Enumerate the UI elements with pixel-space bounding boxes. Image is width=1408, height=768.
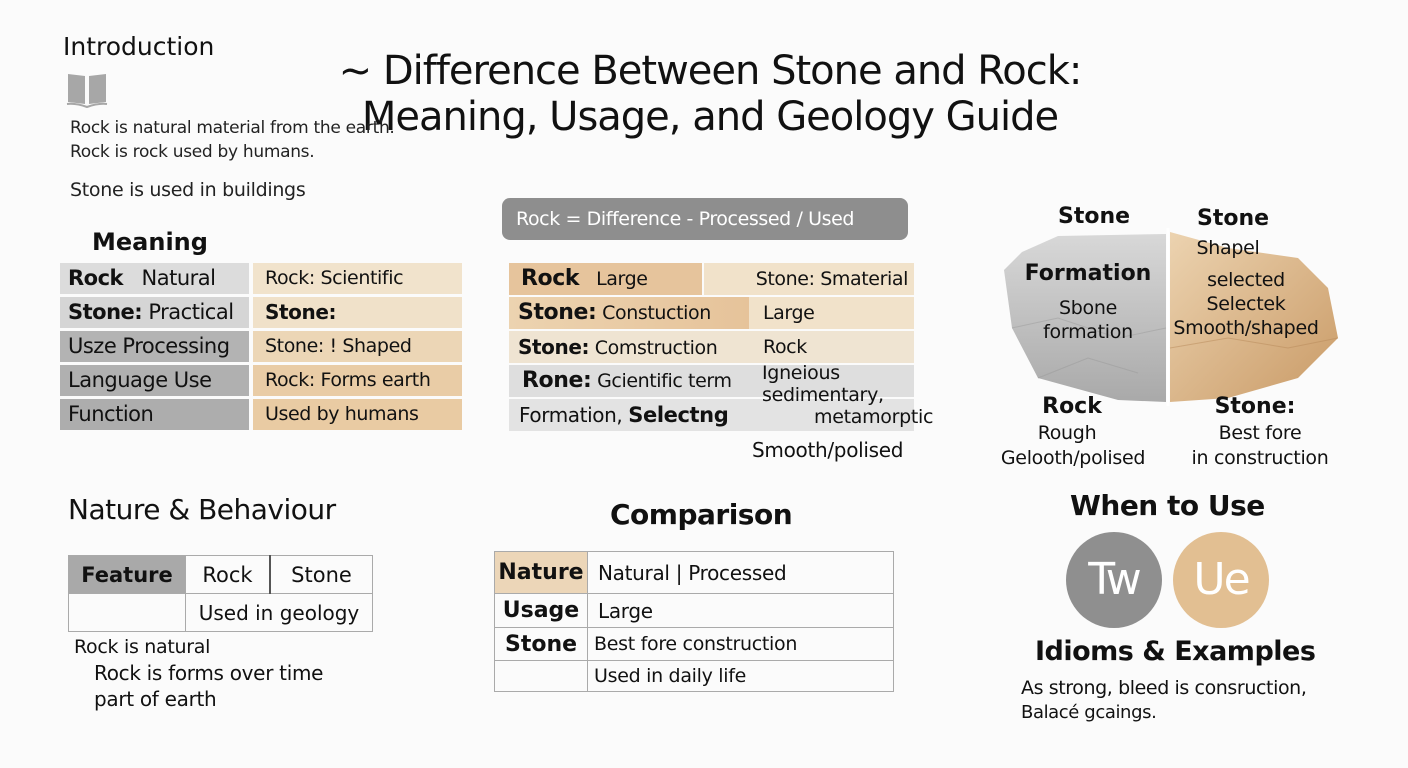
meaning-cell-right: Used by humans bbox=[253, 399, 462, 430]
meaning-cell-right: Stone: bbox=[253, 297, 462, 328]
rock-type-metamorphic: metamorptic bbox=[814, 406, 934, 428]
meaning-cell-left: Function bbox=[60, 399, 249, 430]
comparison-value: Best fore construction bbox=[588, 628, 894, 661]
meaning-cell-right: Stone: ! Shaped bbox=[253, 331, 462, 362]
tw-circle-icon: Tw bbox=[1066, 532, 1162, 628]
table-row bbox=[69, 594, 373, 632]
illus-right-line: Smooth/shaped bbox=[1173, 317, 1319, 339]
title-line-2: Meaning, Usage, and Geology Guide bbox=[361, 94, 1059, 140]
meaning-row bbox=[60, 365, 462, 396]
idioms-line-2: Balacé gcaings. bbox=[1021, 702, 1157, 723]
illus-left-line: Sbone bbox=[1059, 297, 1117, 319]
meaning-row bbox=[60, 331, 462, 362]
nature-note-2: Rock is forms over time bbox=[94, 661, 324, 685]
center-cell-right: Stone: Smaterial bbox=[704, 263, 914, 295]
intro-line-2: Rock is rock used by humans. bbox=[70, 142, 315, 162]
title-line-1: ~ Difference Between Stone and Rock: bbox=[338, 48, 1082, 94]
illus-left-title: Formation bbox=[1024, 261, 1152, 286]
meaning-row bbox=[60, 263, 462, 294]
nature-behaviour-heading: Nature & Behaviour bbox=[68, 493, 336, 526]
comparison-table bbox=[494, 551, 894, 692]
stone-header-cell: Stone bbox=[270, 556, 373, 594]
center-row bbox=[509, 331, 914, 363]
center-cell-left: Stone: Comstruction bbox=[509, 331, 749, 363]
page-title bbox=[300, 48, 1120, 140]
ue-circle-icon: Ue bbox=[1173, 532, 1269, 628]
table-row bbox=[495, 552, 894, 594]
meaning-cell-left: Stone: Practical bbox=[60, 297, 249, 328]
feature-table bbox=[68, 555, 373, 632]
illus-right-line: Selectek bbox=[1206, 293, 1286, 315]
illus-bottom-right-line: Best fore bbox=[1218, 422, 1302, 444]
center-row bbox=[509, 263, 914, 295]
meaning-row bbox=[60, 399, 462, 430]
empty-cell bbox=[69, 594, 186, 632]
meaning-row bbox=[60, 297, 462, 328]
meaning-cell-left: Rock Natural bbox=[60, 263, 249, 294]
illus-right-line: selected bbox=[1207, 269, 1285, 291]
comparison-key: Nature bbox=[495, 552, 588, 594]
illus-left-line: formation bbox=[1043, 321, 1133, 343]
nature-note-3: part of earth bbox=[94, 687, 217, 711]
idioms-heading: Idioms & Examples bbox=[1035, 636, 1316, 667]
rock-header-cell: Rock bbox=[186, 556, 271, 594]
comparison-key bbox=[495, 661, 588, 692]
illus-bottom-right-line: in construction bbox=[1191, 447, 1329, 469]
rock-type-sedimentary: sedimentary, bbox=[762, 384, 884, 406]
center-cell-left: Formation, Selectng bbox=[509, 399, 914, 431]
center-cell-left: Stone: Constuction bbox=[509, 297, 749, 329]
illus-bottom-right-title: Stone: bbox=[1214, 394, 1296, 419]
meaning-cell-right: Rock: Scientific bbox=[253, 263, 462, 294]
meaning-cell-left: Language Use bbox=[60, 365, 249, 396]
comparison-key: Usage bbox=[495, 594, 588, 628]
meaning-table bbox=[60, 263, 462, 433]
comparison-value: Large bbox=[588, 594, 894, 628]
idioms-line-1: As strong, bleed is consruction, bbox=[1021, 677, 1307, 699]
feature-header-cell: Feature bbox=[69, 556, 186, 594]
geology-cell: Used in geology bbox=[186, 594, 373, 632]
illus-bottom-left-title: Rock bbox=[1042, 394, 1102, 419]
meaning-heading: Meaning bbox=[92, 228, 208, 256]
comparison-heading: Comparison bbox=[610, 498, 793, 531]
table-row bbox=[495, 594, 894, 628]
when-to-use-heading: When to Use bbox=[1070, 489, 1265, 522]
comparison-key: Stone bbox=[495, 628, 588, 661]
illus-right-top-label: Stone bbox=[1196, 206, 1270, 231]
intro-line-3: Stone is used in buildings bbox=[70, 179, 306, 201]
introduction-heading: Introduction bbox=[63, 32, 215, 61]
center-row bbox=[509, 297, 914, 329]
meaning-cell-left: Usze Processing bbox=[60, 331, 249, 362]
illus-bottom-right-text bbox=[1180, 421, 1340, 471]
illus-bottom-left-line: Rough bbox=[1037, 422, 1097, 444]
nature-note-1: Rock is natural bbox=[74, 636, 211, 658]
finish-label: Smooth/polised bbox=[752, 438, 904, 462]
comparison-value: Natural | Processed bbox=[588, 552, 894, 594]
center-cell-left: Rone: Gcientific term bbox=[509, 365, 914, 397]
table-row bbox=[69, 556, 373, 594]
center-cell-right: Rock bbox=[749, 331, 914, 363]
illus-right-line: Shapel bbox=[1196, 237, 1260, 259]
illus-bottom-left-line: Gelooth/polised bbox=[1000, 447, 1146, 469]
illus-left-top-label: Stone bbox=[1057, 204, 1131, 229]
rock-types bbox=[762, 362, 933, 428]
book-icon bbox=[66, 70, 108, 108]
center-cell-right: Large bbox=[749, 297, 914, 329]
table-row bbox=[495, 661, 894, 692]
illus-bottom-left-text bbox=[996, 421, 1150, 471]
comparison-value: Used in daily life bbox=[588, 661, 894, 692]
illus-left-text bbox=[1020, 296, 1156, 344]
meaning-cell-right: Rock: Forms earth bbox=[253, 365, 462, 396]
illus-right-text bbox=[1166, 236, 1326, 340]
rock-type-igneous: Igneious bbox=[762, 362, 840, 384]
table-row bbox=[495, 628, 894, 661]
center-cell-left: Rock Large bbox=[509, 263, 702, 295]
intro-line-1: Rock is natural material from the earth. bbox=[70, 118, 395, 138]
difference-banner: Rock = Difference - Processed / Used bbox=[502, 198, 908, 240]
